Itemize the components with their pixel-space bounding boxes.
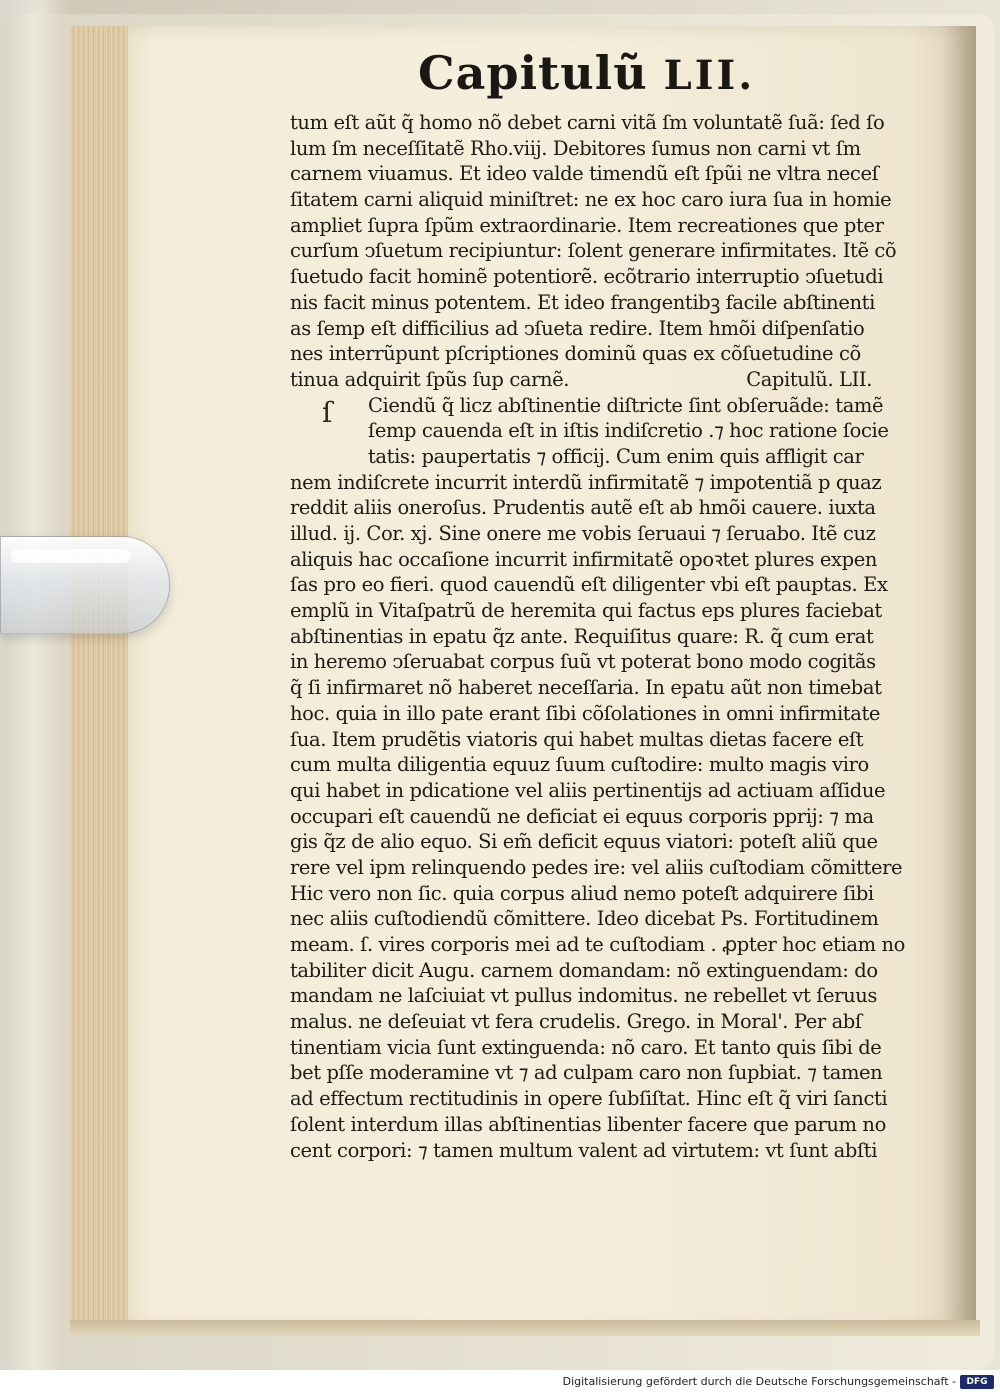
text-line: in heremo ↄſeruabat corpus ſuũ vt poterat bono modo cogitãs [290, 650, 876, 674]
text-line: aliquis hac occaſione incurrit infirmitatẽ opoꝛtet plures expen [290, 547, 877, 571]
text-line: lum ſm neceſſitatẽ Rho.viij. Debitores ſumus non carni vt ſm [290, 136, 861, 160]
text-line: curſum ↄſuetum recipiuntur: ſolent generare infirmitates. Itẽ cõ [290, 239, 897, 263]
bottom-edge [70, 1320, 980, 1336]
text-line: illud. ij. Cor. xj. Sine onere me vobis ſeruaui ⁊ ſeruabo. Itẽ cuz [290, 522, 876, 545]
text-line: mandam ne laſciuiat vt pullus indomitus. ne rebellet vt ſeruus [290, 984, 878, 1008]
text-line: nis facit minus potentem. Et ideo frangentibꝫ facile abſtinenti [290, 290, 875, 314]
text-line: gis q̃z de alio equo. Si em̃ deficit equus viatori: poteſt aliũ que [290, 830, 878, 854]
text-line: malus. ne deſeuiat vt fera crudelis. Grego. in Moral'. Per abſ [290, 1010, 862, 1034]
text-line: qui habet in pdicatione vel aliis pertinentijs ad actiuam aſſidue [290, 778, 886, 802]
text-line: q̃ ſi infirmaret nõ haberet neceſſaria. In epatu aũt non timebat [290, 676, 882, 700]
text-line: Hic vero non ſic. quia corpus aliud nemo poteſt adquirere ſibi [290, 881, 874, 905]
footer-bar [0, 1372, 1000, 1392]
inline-chapter-label: Capitulũ. LII. [746, 367, 872, 391]
text-line: tinentiam vicia ſunt extinguenda: nõ caro. Et tanto quis ſibi de [290, 1035, 882, 1059]
text-line: ampliet ſupra ſpũm extraordinarie. Item recreationes que pter [290, 213, 884, 237]
text-line: Ciendũ q̃ licz abſtinentie diſtricte ſint obſeruãde: tamẽ [368, 393, 884, 417]
footer-credit: Digitalisierung gefördert durch die Deutsche Forschungsgemeinschaft - [562, 1375, 956, 1388]
text-line: hoc. quia in illo pate erant ſibi cõſolationes in omni infirmitate [290, 701, 881, 725]
text-line: tinua adquirit ſpũs ſup carnẽ. [290, 367, 570, 391]
heading-word: Capitulũ [418, 46, 648, 100]
text-line: ſitatem carni aliquid miniſtret: ne ex hoc caro iura ſua in homie [290, 188, 892, 212]
spine-shadow [940, 26, 976, 1330]
text-line: nec aliis cuſtodiendũ cõmittere. Ideo dicebat Ps. Fortitudinem [290, 907, 879, 931]
text-line: ſuetudo facit hominẽ potentiorẽ. ecõtrario interruptio ↄſuetudi [290, 265, 884, 289]
text-line: occupari eſt cauendũ ne deficiat ei equus corporis pprij: ⁊ ma [290, 804, 874, 828]
text-line: ſas pro eo fieri. quod cauendũ eſt diligenter vbi eſt pauptas. Ex [290, 573, 888, 597]
dfg-logo-icon: DFG [960, 1375, 994, 1389]
text-line: nes interrũpunt pſcriptiones dominũ quas ex cõſuetudine cõ [290, 342, 861, 366]
text-line: cum multa diligentia equuz ſuum cuſtodire: multo magis viro [290, 753, 869, 777]
text-line: ſemp cauenda eſt in iſtis indiſcretio .⁊ hoc ratione ſocie [368, 419, 889, 443]
text-line: abſtinentias in epatu q̃z ante. Requiſitus quare: R. q̃ cum erat [290, 624, 874, 648]
text-line: cent corpori: ⁊ tamen multum valent ad virtutem: vt ſunt abſti [290, 1138, 878, 1162]
text-line: carnem viuamus. Et ideo valde timendũ eſt ſpũi ne vltra neceſ [290, 162, 879, 186]
text-line: meam. ſ. vires corporis mei ad te cuſtodiam . ꝓpter hoc etiam no [290, 933, 906, 956]
text-line: bet pſſe moderamine vt ⁊ ad culpam caro non ſupbiat. ⁊ tamen [290, 1061, 883, 1085]
text-line: tum eſt aũt q̃ homo nõ debet carni vitã ſm voluntatẽ ſuã: ſed ſo [290, 111, 885, 134]
text-line: ad effectum rectitudinis in opere ſubſiſtat. Hinc eſt q̃ viri ſancti [290, 1087, 888, 1111]
text-line: ſua. Item prudẽtis viatoris qui habet multas dietas facere eſt [290, 727, 864, 751]
chapter-heading [418, 46, 755, 100]
text-line: emplũ in Vitaſpatrũ de heremita qui factus eps plures faciebat [290, 599, 882, 623]
text-line: ſolent interdum illas abſtinentias libenter facere que parum no [290, 1112, 886, 1136]
text-line: reddit aliis oneroſus. Prudentis autẽ eſt ab hmõi cauere. iuxta [290, 496, 876, 520]
glass-page-holder [0, 536, 170, 634]
body-text [290, 110, 908, 1163]
text-line: tatis: paupertatis ⁊ officij. Cum enim quis affligit car [368, 444, 864, 468]
text-line: tabiliter dicit Augu. carnem domandam: nõ extinguendam: do [290, 958, 878, 982]
text-line: nem indiſcrete incurrit interdũ infirmitatẽ ⁊ impotentiã p quaz [290, 470, 882, 494]
page-edges [70, 26, 131, 1322]
text-line: rere vel ipm relinquendo pedes ire: vel aliis cuſtodiam cõmittere [290, 855, 903, 879]
heading-number: LII. [663, 52, 756, 99]
initial-letter-guide: ſ [322, 396, 333, 429]
text-line: as ſemp eſt difficilius ad ↄſueta redire. Item hmõi diſpenſatio [290, 316, 865, 340]
text-line-with-chapter [290, 367, 908, 393]
